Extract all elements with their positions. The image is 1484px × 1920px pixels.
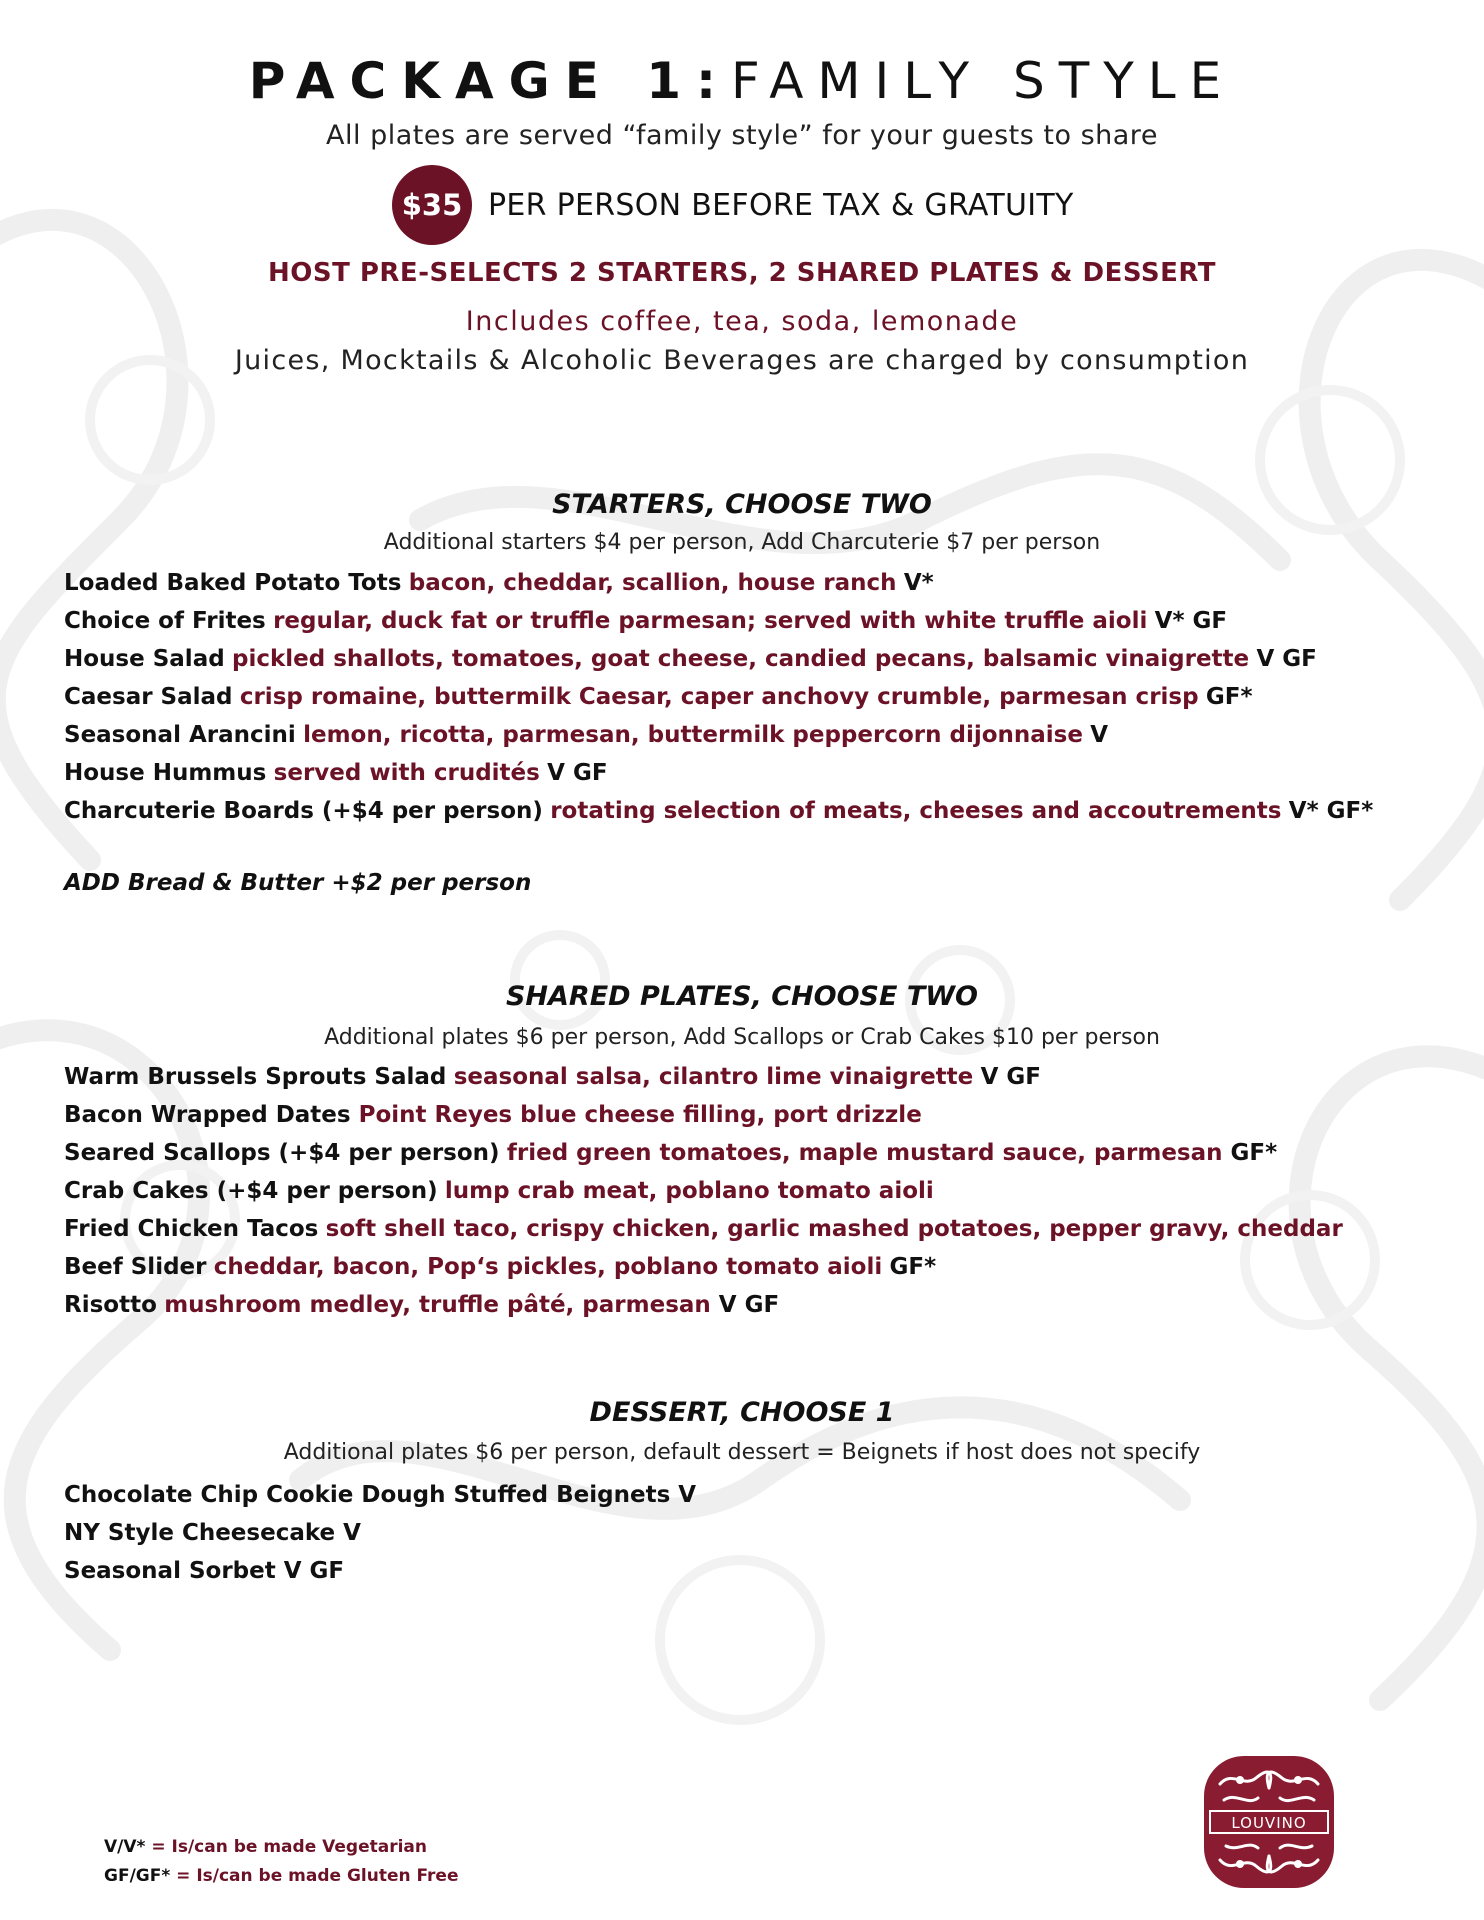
shared-plates-title: SHARED PLATES, CHOOSE TWO: [505, 981, 978, 1012]
price-row: [392, 165, 1074, 245]
list-item: House Salad pickled shallots, tomatoes, goat cheese, candied pecans, balsamic vinaigrette V GF: [64, 646, 1317, 672]
dietary-legend: [104, 1833, 459, 1891]
dessert-title: DESSERT, CHOOSE 1: [589, 1397, 895, 1428]
includes-note: Includes coffee, tea, soda, lemonade: [465, 306, 1019, 337]
page-title: [0, 46, 1484, 116]
starters-title: STARTERS, CHOOSE TWO: [552, 489, 932, 520]
starters-list: [64, 564, 1373, 830]
list-item: Seasonal Sorbet V GF: [64, 1558, 345, 1584]
legend-gluten-free: GF/GF* = Is/can be made Gluten Free: [104, 1866, 459, 1886]
price-note: PER PERSON BEFORE TAX & GRATUITY: [488, 187, 1074, 223]
louvino-logo: [1200, 1752, 1338, 1892]
add-bread-note: ADD Bread & Butter +$2 per person: [64, 870, 532, 896]
list-item: House Hummus served with crudités V GF: [64, 760, 608, 786]
host-note: HOST PRE-SELECTS 2 STARTERS, 2 SHARED PLATES & DESSERT: [267, 258, 1216, 288]
dessert-subtitle: Additional plates $6 per person, default dessert = Beignets if host does not specify: [283, 1440, 1201, 1465]
shared-plates-subtitle: Additional plates $6 per person, Add Scallops or Crab Cakes $10 per person: [324, 1025, 1160, 1050]
starters-subtitle: Additional starters $4 per person, Add Charcuterie $7 per person: [383, 530, 1101, 555]
title-family-style: FAMILY STYLE: [731, 52, 1236, 110]
dessert-list: [64, 1476, 696, 1590]
list-item: Warm Brussels Sprouts Salad seasonal salsa, cilantro lime vinaigrette V GF: [64, 1064, 1041, 1090]
list-item: Choice of Frites regular, duck fat or truffle parmesan; served with white truffle aioli V* GF: [64, 608, 1228, 634]
title-package: PACKAGE 1:: [248, 52, 732, 110]
list-item: Risotto mushroom medley, truffle pâté, parmesan V GF: [64, 1292, 780, 1318]
list-item: Seasonal Arancini lemon, ricotta, parmesan, buttermilk peppercorn dijonnaise V: [64, 722, 1109, 748]
svg-text:LOUVINO: LOUVINO: [1231, 1814, 1307, 1832]
list-item: Chocolate Chip Cookie Dough Stuffed Beignets V: [64, 1482, 697, 1508]
legend-vegetarian: V/V* = Is/can be made Vegetarian: [104, 1837, 427, 1857]
list-item: Crab Cakes (+$4 per person) lump crab meat, poblano tomato aioli: [64, 1178, 934, 1204]
list-item: Bacon Wrapped Dates Point Reyes blue cheese filling, port drizzle: [64, 1102, 922, 1128]
list-item: Caesar Salad crisp romaine, buttermilk Caesar, caper anchovy crumble, parmesan crisp GF*: [64, 684, 1253, 710]
list-item: Charcuterie Boards (+$4 per person) rotating selection of meats, cheeses and accoutrements V* GF*: [64, 798, 1374, 824]
shared-plates-list: [64, 1058, 1343, 1324]
page-subtitle: All plates are served “family style” for your guests to share: [326, 120, 1158, 151]
list-item: Seared Scallops (+$4 per person) fried green tomatoes, maple mustard sauce, parmesan GF*: [64, 1140, 1278, 1166]
list-item: Beef Slider cheddar, bacon, Pop‘s pickles, poblano tomato aioli GF*: [64, 1254, 937, 1280]
list-item: NY Style Cheesecake V: [64, 1520, 361, 1546]
list-item: Fried Chicken Tacos soft shell taco, crispy chicken, garlic mashed potatoes, pepper gravy, cheddar: [64, 1216, 1343, 1242]
beverages-note: Juices, Mocktails & Alcoholic Beverages are charged by consumption: [234, 345, 1250, 376]
list-item: Loaded Baked Potato Tots bacon, cheddar, scallion, house ranch V*: [64, 570, 934, 596]
price-badge: $35: [392, 165, 472, 245]
